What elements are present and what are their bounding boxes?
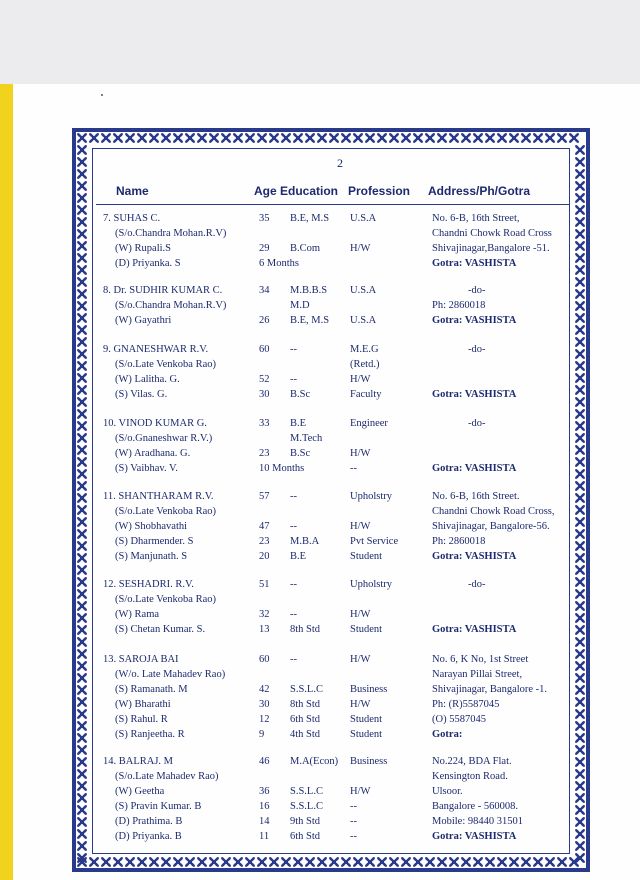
member-education: 4th Std — [290, 729, 321, 740]
address-line: -do- — [468, 285, 486, 296]
member-head-name: 11. SHANTHARAM R.V. — [103, 491, 214, 502]
member-name: (S/o.Chandra Mohan.R.V) — [115, 228, 227, 239]
member-education: 6th Std — [290, 714, 321, 725]
address-line: -do- — [468, 344, 486, 355]
address-line: Bangalore - 560008. — [432, 801, 519, 812]
member-age: 23 — [259, 536, 270, 547]
gotra-label: Gotra: VASHISTA — [432, 551, 517, 562]
header-address: Address/Ph/Gotra — [428, 184, 531, 198]
member-name: (S) Ranjeetha. R — [115, 729, 185, 740]
member-education: 6th Std — [290, 831, 321, 842]
member-education: B.E — [290, 551, 307, 562]
member-age: 36 — [259, 786, 270, 797]
member-name: (S) Vaibhav. V. — [115, 463, 178, 474]
address-line: No. 6-B, 16th Street, — [432, 213, 520, 224]
member-profession: U.S.A — [350, 315, 377, 326]
member-education: B.E, M.S — [290, 315, 330, 326]
member-education: 9th Std — [290, 816, 321, 827]
gotra-label: Gotra: — [432, 729, 463, 740]
member-age: 57 — [259, 491, 270, 502]
member-name: (D) Prathima. B — [115, 816, 183, 827]
member-age: 12 — [259, 714, 270, 725]
address-line: Shivajinagar, Bangalore -1. — [432, 684, 548, 695]
member-name: (S/o.Late Venkoba Rao) — [115, 594, 216, 605]
member-profession: H/W — [350, 243, 371, 254]
gotra-label: Gotra: VASHISTA — [432, 624, 517, 635]
member-head-name: 12. SESHADRI. R.V. — [103, 579, 194, 590]
address-line: Ph: (R)5587045 — [432, 699, 500, 710]
member-name: (W) Lalitha. G. — [115, 374, 180, 385]
gotra-label: Gotra: VASHISTA — [432, 389, 517, 400]
member-age: 32 — [259, 609, 270, 620]
member-education: -- — [290, 654, 297, 665]
member-age: 20 — [259, 551, 270, 562]
member-profession: M.E.G — [350, 344, 379, 355]
member-education: S.S.L.C — [290, 801, 323, 812]
member-name: (W) Aradhana. G. — [115, 448, 191, 459]
member-profession: H/W — [350, 374, 371, 385]
member-age: 46 — [259, 756, 270, 767]
header-profession: Profession — [348, 184, 411, 198]
member-head-name: 9. GNANESHWAR R.V. — [103, 344, 209, 355]
address-line: Chandni Chowk Road Cross — [432, 228, 552, 239]
member-profession: H/W — [350, 448, 371, 459]
member-education: B.Sc — [290, 389, 311, 400]
member-profession: H/W — [350, 699, 371, 710]
member-age: 29 — [259, 243, 270, 254]
member-profession: U.S.A — [350, 213, 377, 224]
gotra-label: Gotra: VASHISTA — [432, 463, 517, 474]
member-education: S.S.L.C — [290, 786, 323, 797]
address-line: Ph: 2860018 — [432, 300, 486, 311]
member-education: M.Tech — [290, 433, 323, 444]
member-profession: -- — [350, 816, 357, 827]
member-name: (S/o.Late Mahadev Rao) — [115, 771, 219, 782]
member-name: (W) Bharathi — [115, 699, 171, 710]
member-education: M.B.B.S — [290, 285, 328, 296]
member-age: 30 — [259, 389, 270, 400]
member-education: M.A(Econ) — [290, 756, 339, 767]
member-name: (S) Ramanath. M — [115, 684, 188, 695]
member-education: -- — [290, 521, 297, 532]
member-age: 10 Months — [259, 463, 305, 474]
page-number: 2 — [337, 156, 343, 170]
member-education: B.Com — [290, 243, 321, 254]
member-education: M.B.A — [290, 536, 320, 547]
member-age: 52 — [259, 374, 270, 385]
member-name: (S/o.Gnaneshwar R.V.) — [115, 433, 213, 444]
member-profession: -- — [350, 831, 357, 842]
member-profession: H/W — [350, 654, 371, 665]
header-education: Education — [280, 184, 339, 198]
member-age: 35 — [259, 213, 270, 224]
member-profession: H/W — [350, 786, 371, 797]
member-name: (S/o.Chandra Mohan.R.V) — [115, 300, 227, 311]
member-profession: Upholstry — [350, 491, 392, 502]
gotra-label: Gotra: VASHISTA — [432, 258, 517, 269]
scan-background — [0, 0, 640, 86]
member-profession: U.S.A — [350, 285, 377, 296]
address-line: Chandni Chowk Road Cross, — [432, 506, 555, 517]
member-profession: -- — [350, 463, 357, 474]
member-profession: Business — [350, 756, 388, 767]
member-name: (W) Geetha — [115, 786, 165, 797]
member-education: S.S.L.C — [290, 684, 323, 695]
header-name: Name — [116, 184, 149, 198]
address-line: (O) 5587045 — [432, 714, 486, 725]
book-cover-edge — [0, 84, 13, 880]
member-name: (W/o. Late Mahadev Rao) — [115, 669, 226, 680]
member-name: (S/o.Late Venkoba Rao) — [115, 506, 216, 517]
member-profession: H/W — [350, 609, 371, 620]
member-name: (S) Rahul. R — [115, 714, 168, 725]
address-line: No.224, BDA Flat. — [432, 756, 512, 767]
member-education: -- — [290, 344, 297, 355]
address-line: -do- — [468, 418, 486, 429]
member-name: (S) Dharmender. S — [115, 536, 194, 547]
address-line: Mobile: 98440 31501 — [432, 816, 523, 827]
member-profession: (Retd.) — [350, 359, 380, 370]
member-age: 23 — [259, 448, 270, 459]
member-education: -- — [290, 491, 297, 502]
address-line: Shivajinagar,Bangalore -51. — [432, 243, 550, 254]
member-name: (W) Gayathri — [115, 315, 172, 326]
member-name: (S) Pravin Kumar. B — [115, 801, 202, 812]
member-education: -- — [290, 374, 297, 385]
member-profession: Business — [350, 684, 388, 695]
member-age: 9 — [259, 729, 265, 740]
speck — [101, 94, 103, 96]
member-profession: H/W — [350, 521, 371, 532]
member-age: 60 — [259, 654, 270, 665]
member-profession: Upholstry — [350, 579, 392, 590]
member-profession: Student — [350, 729, 383, 740]
member-profession: Student — [350, 714, 383, 725]
gotra-label: Gotra: VASHISTA — [432, 831, 517, 842]
member-education: B.E, M.S — [290, 213, 330, 224]
address-line: Ulsoor. — [432, 786, 463, 797]
member-profession: Faculty — [350, 389, 382, 400]
member-age: 26 — [259, 315, 270, 326]
member-education: 8th Std — [290, 624, 321, 635]
member-age: 33 — [259, 418, 270, 429]
member-age: 11 — [259, 831, 270, 842]
member-age: 51 — [259, 579, 270, 590]
member-age: 60 — [259, 344, 270, 355]
member-name: (W) Rama — [115, 609, 160, 620]
member-age: 34 — [259, 285, 270, 296]
member-education: -- — [290, 579, 297, 590]
member-education: B.Sc — [290, 448, 311, 459]
member-age: 16 — [259, 801, 270, 812]
member-head-name: 13. SAROJA BAI — [103, 654, 179, 665]
member-name: (W) Rupali.S — [115, 243, 171, 254]
member-name: (S) Vilas. G. — [115, 389, 168, 400]
gotra-label: Gotra: VASHISTA — [432, 315, 517, 326]
address-line: -do- — [468, 579, 486, 590]
member-education: -- — [290, 609, 297, 620]
address-line: Kensington Road. — [432, 771, 508, 782]
header-rule — [96, 204, 570, 205]
member-head-name: 14. BALRAJ. M — [103, 756, 174, 767]
member-profession: Student — [350, 624, 383, 635]
member-name: (S) Manjunath. S — [115, 551, 188, 562]
member-education: 8th Std — [290, 699, 321, 710]
member-age: 14 — [259, 816, 270, 827]
member-name: (W) Shobhavathi — [115, 521, 188, 532]
member-age: 6 Months — [259, 258, 299, 269]
header-age: Age — [254, 184, 277, 198]
member-name: (S) Chetan Kumar. S. — [115, 624, 206, 635]
member-head-name: 10. VINOD KUMAR G. — [103, 418, 207, 429]
address-line: No. 6, K No, 1st Street — [432, 654, 529, 665]
address-line: Ph: 2860018 — [432, 536, 486, 547]
member-education: M.D — [290, 300, 310, 311]
member-profession: Student — [350, 551, 383, 562]
address-line: Narayan Pillai Street, — [432, 669, 523, 680]
member-education: B.E — [290, 418, 307, 429]
member-name: (S/o.Late Venkoba Rao) — [115, 359, 216, 370]
member-profession: Pvt Service — [350, 536, 399, 547]
address-line: Shivajinagar, Bangalore-56. — [432, 521, 550, 532]
member-age: 47 — [259, 521, 270, 532]
member-age: 13 — [259, 624, 270, 635]
member-name: (D) Priyanka. S — [115, 258, 181, 269]
member-head-name: 7. SUHAS C. — [103, 213, 161, 224]
member-age: 42 — [259, 684, 270, 695]
member-name: (D) Priyanka. B — [115, 831, 182, 842]
member-age: 30 — [259, 699, 270, 710]
member-profession: Engineer — [350, 418, 388, 429]
address-line: No. 6-B, 16th Street. — [432, 491, 520, 502]
member-profession: -- — [350, 801, 357, 812]
member-head-name: 8. Dr. SUDHIR KUMAR C. — [103, 285, 223, 296]
